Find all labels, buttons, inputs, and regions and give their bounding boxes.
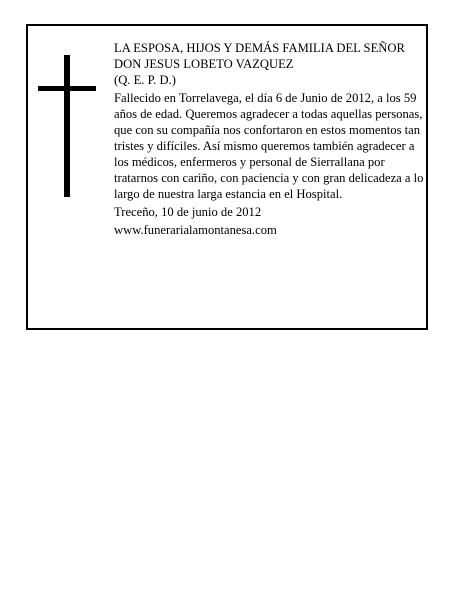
deceased-name: DON JESUS LOBETO VAZQUEZ (114, 57, 294, 71)
cross-icon (38, 55, 96, 197)
qepd-line: (Q. E. P. D.) (114, 73, 176, 87)
place-date: Treceño, 10 de junio de 2012 (114, 205, 262, 219)
notice-heading: LA ESPOSA, HIJOS Y DEMÁS FAMILIA DEL SEÑOR (114, 41, 405, 55)
obituary-notice (26, 24, 428, 330)
cross-vertical-bar (64, 55, 70, 197)
cross-horizontal-bar (38, 86, 96, 91)
notice-text (114, 40, 424, 238)
notice-body: Fallecido en Torrelavega, el día 6 de Junio de 2012, a los 59 años de edad. Queremos agradecer a todas aquellas personas, que con su compañía nos confortaron en estos momentos tan tristes y difíciles. Así mismo queremos también agradecer a los médicos, enfermeros y personal de Sierrallana por tratarnos con cariño, con paciencia y con gran delicadeza a lo largo de nuestra larga estancia en el Hospital. (114, 91, 424, 201)
website-link: www.funerarialamontanesa.com (114, 223, 277, 237)
